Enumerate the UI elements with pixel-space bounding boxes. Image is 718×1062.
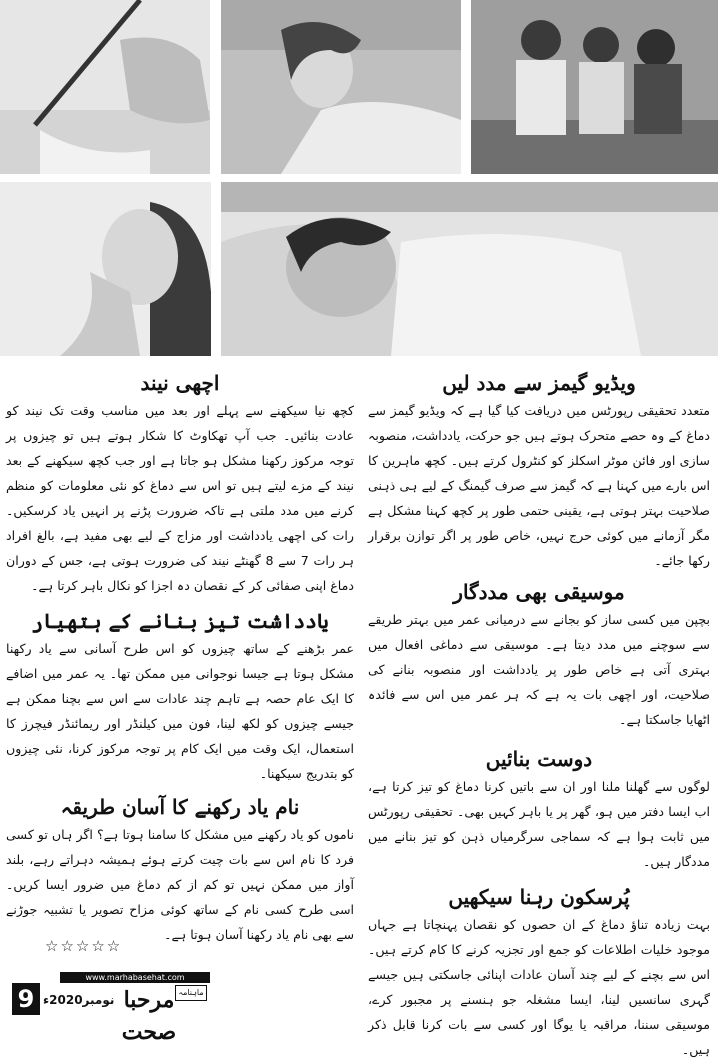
para-memory-tools: عمر بڑھنے کے ساتھ چیزوں کو اس طرح آسانی سے یاد رکھنا مشکل ہوتا ہے جیسا نوجوانی میں ممکن تھا۔ یہ عمر میں اضافے کا ایک عام حصہ ہے تاہم چند عادات سے اس سے بچنا ممکن ہے جیسے چیزوں کو لکھ لینا، فون میں کیلنڈر اور ریمائنڈر فیچرز کا استعمال، ایک وقت میں ایک کام پر توجہ مرکوز کرنا، نئی چیزوں کو بتدریج سیکھنا۔ <box>6 641 354 781</box>
heading-friends: دوست بنائیں <box>485 747 593 771</box>
para-music: بچپن میں کسی ساز کو بجانے سے درمیانی عمر میں بہتر طریقے سے سوچنے میں مدد دیتا ہے۔ موسیقی سے دماغی افعال میں بہتری آتی ہے خاص طور پر یادداشت اور منصوبہ بنانے کی صلاحیت، اور اچھی بات یہ ہے کہ ہر عمر میں اس سے فائدہ اٹھایا جاسکتا ہے۔ <box>368 612 710 727</box>
right-column <box>368 370 710 1062</box>
heading-memory-tools: یادداشت تیز بنانے کے ہتھیار <box>31 609 329 633</box>
para-calm: بہت زیادہ تناؤ دماغ کے ان حصوں کو نقصان پہنچاتا ہے جہاں موجود خلیات اطلاعات کو جمع اور تجزیہ کرنے کا کام کرتے ہیں۔ اس سے بچنے کے لیے چند آسان عادات اپنائی جاسکتی ہیں جیسے گہری سانسیں لینا، ایسا مشغلہ جو ہنسنے پر مجبور کرے، موسیقی سننا، مراقبہ یا یوگا اور کسی سے بات کرنا قابل ذکر ہیں۔ <box>368 917 710 1057</box>
heading-music: موسیقی بھی مددگار <box>453 580 625 604</box>
magazine-logo: مرحبا صحت <box>121 987 177 1045</box>
para-friends: لوگوں سے گھلنا ملنا اور ان سے باتیں کرنا دماغ کو تیز کرتا ہے، اب ایسا دفتر میں ہو، گھر پر یا باہر کہیں بھی۔ تحقیقی رپورٹس میں ثابت ہوا ہے کہ سماجی سرگرمیاں ذہن کو تیز بنانے میں مددگار ہیں۔ <box>368 779 710 869</box>
issue-date: نومبر2020ء <box>43 993 115 1007</box>
heading-names: نام یاد رکھنے کا آسان طریقہ <box>60 795 300 819</box>
website-url[interactable]: www.marhabasehat.com <box>60 972 210 983</box>
photo-woman-thinking <box>0 182 211 356</box>
page-number: 9 <box>12 983 40 1015</box>
photo-friends-hugging <box>471 0 718 174</box>
heading-calm: پُرسکون رہنا سیکھیں <box>448 885 630 909</box>
photo-woman-relaxing <box>221 0 461 174</box>
heading-good-sleep: اچھی نیند <box>140 371 220 395</box>
photo-hand-writing <box>0 0 210 174</box>
para-good-sleep: کچھ نیا سیکھنے سے پہلے اور بعد میں مناسب وقت تک نیند کو عادت بنائیں۔ جب آپ تھکاوٹ کا شکار ہوتے ہیں تو چیزوں پر توجہ مرکوز رکھنا مشکل ہو جاتا ہے اور جب کچھ سیکھنے کے بعد نیند کے مزے لیتے ہیں تو اس سے دماغ کو نئی معلومات کو منظم کرنے میں مدد ملتی ہے تاکہ ضرورت پڑنے پر انہیں یاد کرسکیں۔ رات کی اچھی یادداشت اور مزاج کے لیے بھی مفید ہے، بالغ افراد ہر رات 7 سے 8 گھنٹے نیند کی ضرورت ہوتی ہے، جس کے دوران دماغ اپنی صفائی کر کے نقصان دہ اجزا کو نکال باہر کرتا ہے۔ <box>6 403 354 593</box>
para-names: ناموں کو یاد رکھنے میں مشکل کا سامنا ہوتا ہے؟ اگر ہاں تو کسی فرد کا نام اس سے بات چیت کرتے ہوئے ہمیشہ دہراتے رہے، بلند آواز میں ممکن نہیں تو کم از کم دماغ میں ضرور ایسا کریں۔ اسی طرح کسی نام کے ساتھ کوئی مزاح تصویر یا تشبیہ جوڑنے سے بھی نام یاد رکھنا آسان ہوتا ہے۔ <box>6 827 354 942</box>
end-stars: ☆☆☆☆☆ <box>45 937 123 955</box>
para-video-games: متعدد تحقیقی رپورٹس میں دریافت کیا گیا ہے کہ ویڈیو گیمز سے دماغ کے وہ حصے متحرک ہوتے ہیں جو حرکت، یادداشت، منصوبہ سازی اور فائن موٹر اسکلز کو کنٹرول کرتے ہیں۔ کچھ ماہرین کا اس بارے میں کہنا ہے کہ گیمز سے صرف گیمنگ کے لیے ہی ذہنی صلاحیت بہتر ہوتی ہے، یقینی حتمی طور پر کچھ کہنا مشکل ہے مگر آزمانے میں کوئی حرج نہیں، خاص طور پر اگر توازن برقرار رکھا جائے۔ <box>368 403 710 568</box>
heading-video-games: ویڈیو گیمز سے مدد لیں <box>442 371 636 395</box>
photo-man-sleeping <box>221 182 718 356</box>
magazine-tag: ماہنامہ <box>175 985 207 1001</box>
left-column <box>6 370 354 947</box>
